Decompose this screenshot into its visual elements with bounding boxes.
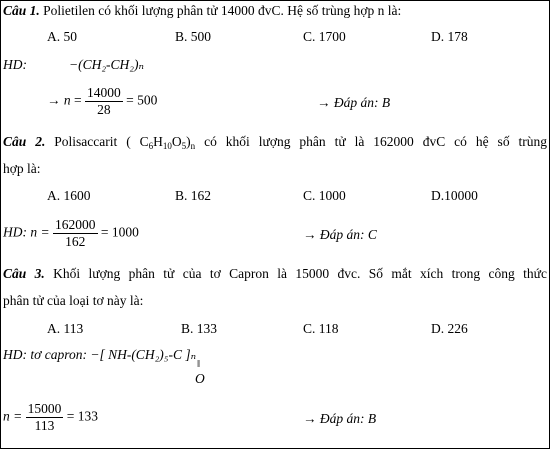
q2-hd-label: HD:	[3, 224, 27, 240]
q3-oxygen: O	[195, 371, 205, 386]
q3-double-bond: ‖	[197, 358, 201, 370]
q1-option-a: A. 50	[47, 29, 77, 44]
q2-answer	[303, 227, 377, 243]
q2-text-part1: Polisaccarit ( C	[54, 134, 149, 149]
q1-hd-label: HD:	[3, 57, 27, 72]
q2-result: = 1000	[100, 224, 139, 240]
q2-numerator: 162000	[55, 217, 96, 232]
q1-stem	[3, 3, 547, 19]
q3-formula: −[ NH-(CH₂)₅-C ]ₙ	[90, 347, 197, 362]
q2-option-d: D.10000	[431, 188, 478, 203]
q2-option-c: C. 1000	[303, 188, 346, 203]
q3-option-b: B. 133	[181, 321, 218, 336]
q1-answer	[317, 95, 390, 111]
q2-option-a: A. 1600	[47, 188, 91, 203]
q3-fraction	[26, 401, 64, 434]
q3-stem-line2: phân tử của loại tơ này là:	[3, 293, 144, 308]
q2-paren: )	[186, 134, 191, 149]
q2-n-var: n =	[30, 224, 50, 240]
q2-denominator: 162	[65, 234, 86, 249]
q3-hd	[3, 347, 196, 363]
q1-fraction	[85, 85, 123, 118]
q3-numerator: 15000	[27, 401, 62, 416]
q2-h: H	[153, 134, 163, 149]
q3-n-var: n =	[3, 408, 23, 424]
q2-answer-label: Đáp án: C	[319, 227, 377, 242]
right-arrow-icon: →	[303, 227, 317, 242]
q1-option-d: D. 178	[431, 29, 468, 44]
q3-result: = 133	[66, 408, 98, 424]
q2-sub3: 5	[181, 141, 187, 151]
q3-option-c: C. 118	[303, 321, 339, 336]
q3-text-line1: Khối lượng phân tử của tơ Capron là 15000 đvc. Số mắt xích trong công thức	[53, 266, 547, 281]
right-arrow-icon: →	[47, 92, 61, 108]
q2-sub4: n	[190, 141, 196, 151]
q2-o: O	[171, 134, 182, 149]
q1-n-var: n	[63, 92, 71, 108]
q3-equation	[3, 401, 98, 434]
q1-equation: → n = $\frac{14000}{28}$ = 500	[47, 85, 158, 117]
q1-denominator: 28	[97, 102, 111, 117]
q1-option-c: C. 1700	[303, 29, 346, 44]
right-arrow-icon: →	[303, 411, 317, 426]
q3-stem	[3, 266, 547, 282]
q2-text-part2: có khối lượng phân tử là 162000 đvC có hệ số trùng	[195, 134, 548, 149]
q1-monomer: −(CH₂-CH₂)ₙ	[69, 57, 144, 72]
q1-answer-label: Đáp án: B	[333, 95, 391, 110]
q2-sub2: 10	[162, 141, 172, 151]
q3-hd-text: HD: tơ capron:	[3, 347, 87, 362]
q2-label: Câu 2.	[3, 134, 46, 149]
q1-label: Câu 1.	[3, 3, 40, 18]
q1-result: = 500	[126, 92, 158, 108]
q3-option-a: A. 113	[47, 321, 84, 336]
q3-answer	[303, 411, 376, 427]
q2-fraction	[53, 217, 98, 250]
q2-stem	[3, 134, 547, 151]
q3-denominator: 113	[34, 418, 55, 433]
q1-text: Polietilen có khối lượng phân tử 14000 đvC. Hệ số trùng hợp n là:	[43, 3, 402, 18]
q1-option-b: B. 500	[175, 29, 212, 44]
q2-equation	[3, 217, 139, 250]
q2-sub1: 6	[148, 141, 154, 151]
q3-option-d: D. 226	[431, 321, 468, 336]
q2-stem-line2: hợp là:	[3, 161, 41, 176]
q1-numerator: 14000	[87, 85, 121, 100]
right-arrow-icon: →	[317, 95, 331, 110]
q2-option-b: B. 162	[175, 188, 212, 203]
q3-label: Câu 3.	[3, 266, 45, 281]
q3-answer-label: Đáp án: B	[319, 411, 377, 426]
